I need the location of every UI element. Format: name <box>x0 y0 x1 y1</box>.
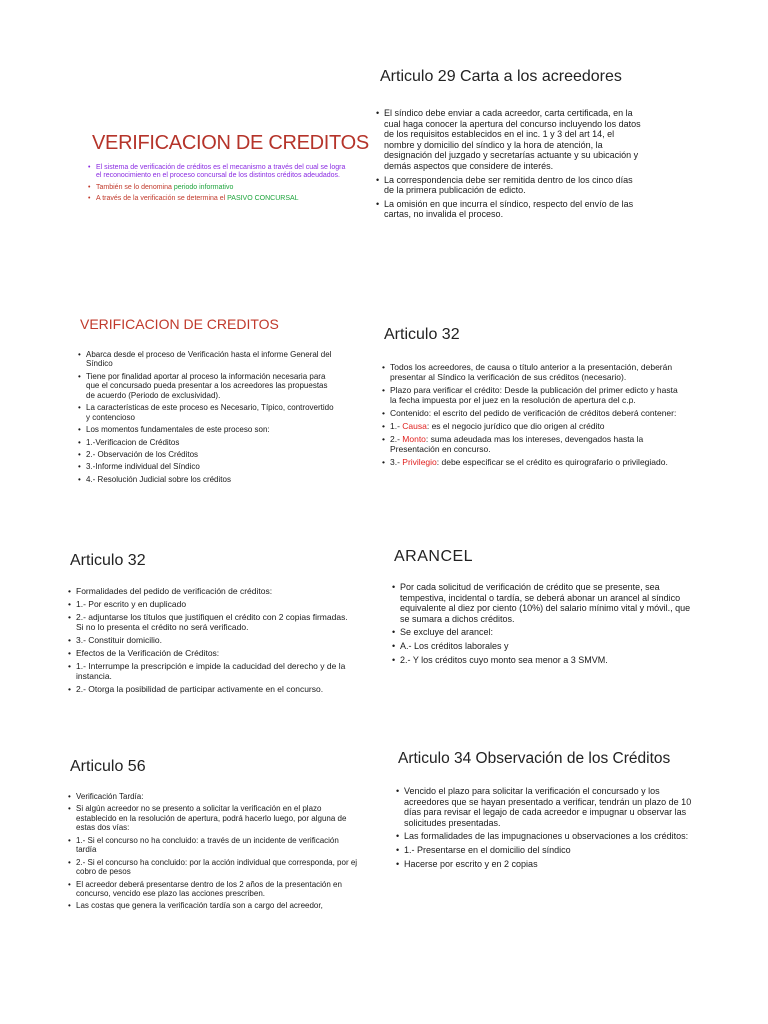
slide-title: Articulo 32 <box>384 326 460 343</box>
list-item: • La omisión en que incurra el síndico, respecto del envío de las cartas, no invalida el proceso. <box>376 199 644 220</box>
slide-title: VERIFICACION DE CREDITOS <box>80 316 279 332</box>
list-item: • Las formalidades de las impugnaciones u observaciones a los créditos: <box>396 831 698 842</box>
list-item: • 2.- Observación de los Créditos <box>78 450 336 459</box>
list-item: • Por cada solicitud de verificación de crédito que se presente, sea tempestiva, incidental o tardía, se deberá abonar un arancel al síndico equivalente al diez por ciento (10%) del salario mínimo vital y móvil., que se sumara a dichos créditos. <box>392 582 692 624</box>
list-item: • 2.- Monto: suma adeudada mas los intereses, devengados hasta la Presentación en concurso. <box>382 434 682 454</box>
list-item: • 1.- Si el concurso no ha concluido: a través de un incidente de verificación tardía <box>68 836 358 855</box>
list-item: • 1.- Por escrito y en duplicado <box>68 599 348 609</box>
slide-articulo-32-a <box>376 322 716 542</box>
list-item: • 2.- Otorga la posibilidad de participar activamente en el concurso. <box>68 684 348 694</box>
list-item: • Verificación Tardía: <box>68 792 358 801</box>
list-item: • 3.- Constituir domicilio. <box>68 635 348 645</box>
list-item: • 3.- Privilegio: debe especificar se el crédito es quirografario o privilegiado. <box>382 457 682 467</box>
list-item: • Todos los acreedores, de causa o título anterior a la presentación, deberán presentar al Síndico la verificación de sus créditos (necesario). <box>382 362 682 382</box>
list-item: • Contenido: el escrito del pedido de verificación de créditos deberá contener: <box>382 408 682 418</box>
list-item: • Abarca desde el proceso de Verificación hasta el informe General del Síndico <box>78 350 336 369</box>
list-item: • Plazo para verificar el crédito: Desde la publicación del primer edicto y hasta la fecha impuesta por el juez en la resolución de apertura del c.p. <box>382 385 682 405</box>
list-item: • 3.-Informe individual del Síndico <box>78 462 336 471</box>
list-item: • 1.- Interrumpe la prescripción e impide la caducidad del derecho y de la instancia. <box>68 661 348 681</box>
bullet-list <box>78 350 336 487</box>
list-item: • Tiene por finalidad aportar al proceso la información necesaria para que el concursado pueda presentar a los acreedores las propuestas de acuerdo (Periodo de exclusividad). <box>78 372 336 400</box>
list-item: • El sistema de verificación de créditos es el mecanismo a través del cual se logra el reconocimiento en el proceso concursal de los distintos créditos adeudados. <box>88 164 348 181</box>
list-item: • 2.- Y los créditos cuyo monto sea menor a 3 SMVM. <box>392 655 692 666</box>
list-item: • A través de la verificación se determina el PASIVO CONCURSAL <box>88 195 348 203</box>
list-item: • Los momentos fundamentales de este proceso son: <box>78 425 336 434</box>
list-item: • 2.- Si el concurso ha concluido: por la acción individual que corresponda, por ej cobro de pesos <box>68 858 358 877</box>
slide-verificacion-intro <box>40 60 380 280</box>
list-item: • 1.- Presentarse en el domicilio del síndico <box>396 845 698 856</box>
list-item: • Vencido el plazo para solicitar la verificación el concursado y los acreedores que se hayan presentado a verificar, tendrán un plazo de 10 días para revisar el legajo de cada acreedor e impugnar u observar las solicitudes presentadas. <box>396 786 698 828</box>
bullet-list <box>392 582 692 668</box>
list-item: • Se excluye del arancel: <box>392 627 692 638</box>
list-item: • La características de este proceso es Necesario, Típico, controvertido y contencioso <box>78 403 336 422</box>
slide-articulo-32-b <box>60 548 400 768</box>
bullet-list <box>382 362 682 470</box>
slide-title: Articulo 34 Observación de los Créditos <box>398 750 671 767</box>
list-item: • 1.-Verificacion de Créditos <box>78 438 336 447</box>
slide-title: Articulo 32 <box>70 552 146 569</box>
slide-title: Articulo 56 <box>70 758 146 775</box>
list-item: • 2.- adjuntarse los títulos que justifiquen el crédito con 2 copias firmadas. Si no lo presenta el crédito no será verificado. <box>68 612 348 632</box>
list-item: • También se lo denomina periodo informativo <box>88 184 348 192</box>
list-item: • La correspondencia debe ser remitida dentro de los cinco días de la primera publicación de edicto. <box>376 175 644 196</box>
slide-articulo-29 <box>370 60 710 280</box>
bullet-list <box>396 786 698 872</box>
list-item: • Hacerse por escrito y en 2 copias <box>396 859 698 870</box>
bullet-list <box>376 108 644 223</box>
slide-title: ARANCEL <box>394 548 474 565</box>
list-item: • Formalidades del pedido de verificación de créditos: <box>68 586 348 596</box>
bullet-list <box>68 586 348 697</box>
list-item: • Si algún acreedor no se presento a solicitar la verificación en el plazo establecido en la resolución de apertura, podrá hacerlo luego, por alguna de estas dos vías: <box>68 804 358 832</box>
list-item: • Efectos de la Verificación de Créditos: <box>68 648 348 658</box>
list-item: • El síndico debe enviar a cada acreedor, carta certificada, en la cual haga conocer la apertura del concurso incluyendo los datos de los requisitos establecidos en el inc. 1 y 3 del art 14, el nombre y domicilio del síndico y la hora de atención, la designación del juzgado y secretarías actuante y su ubicación y demás aspectos que considere de interés. <box>376 108 644 172</box>
slide-articulo-56 <box>60 752 400 972</box>
list-item: • El acreedor deberá presentarse dentro de los 2 años de la presentación en concurso, vencido ese plazo las acciones prescriben. <box>68 880 358 899</box>
list-item: • 1.- Causa: es el negocio jurídico que dio origen al crédito <box>382 421 682 431</box>
list-item: • A.- Los créditos laborales y <box>392 641 692 652</box>
slide-title: VERIFICACION DE CREDITOS <box>92 132 369 154</box>
slide-title: Articulo 29 Carta a los acreedores <box>380 68 622 85</box>
bullet-list <box>88 164 348 206</box>
list-item: • 4.- Resolución Judicial sobre los créditos <box>78 475 336 484</box>
slide-arancel <box>366 542 706 762</box>
slide-articulo-34 <box>390 746 730 966</box>
bullet-list <box>68 792 358 914</box>
slide-verificacion-detalle <box>70 306 410 526</box>
list-item: • Las costas que genera la verificación tardía son a cargo del acreedor, <box>68 901 358 910</box>
